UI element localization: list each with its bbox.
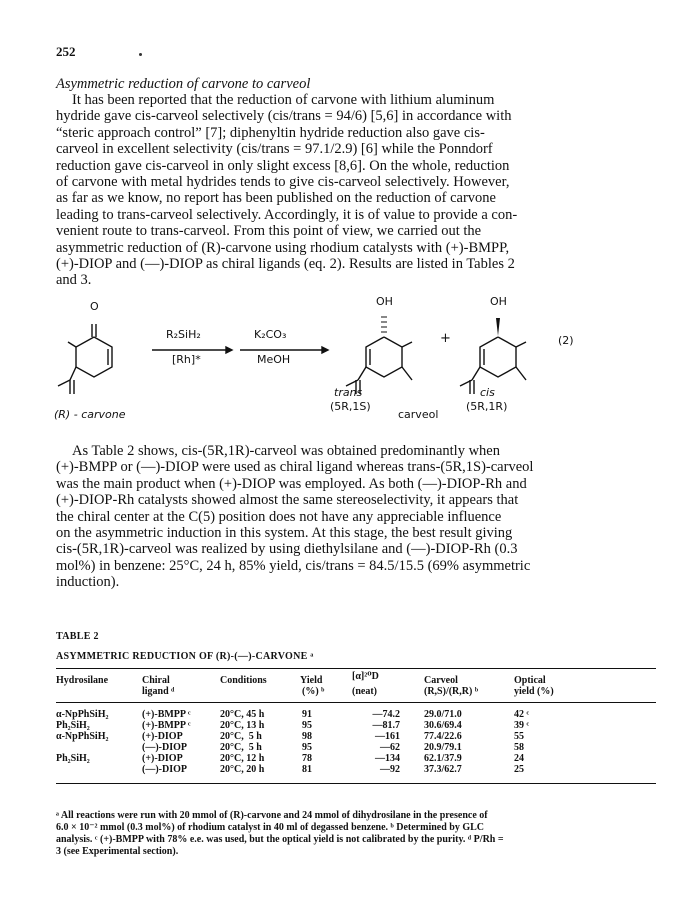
table-title: ASYMMETRIC REDUCTION OF (R)-(—)-CARVONE ᵃ — [56, 651, 314, 662]
paragraph-1-line: venient route to trans-carveol. From this point of view, we carried out the — [56, 223, 482, 240]
paragraph-2 — [56, 443, 652, 591]
column-hydrosilane: α-NpPhSiH₂ Ph₂SiH₂ α-NpPhSiH₂ Ph₂SiH₂ — [56, 709, 109, 764]
reagent-silane: R₂SiH₂ — [166, 328, 201, 341]
header-yield-unit: (%) ᵇ — [302, 686, 325, 697]
paragraph-2-line: on the asymmetric induction in this system. At this stage, the best result giving — [56, 525, 513, 542]
column-carveol: 29.0/71.0 30.6/69.4 77.4/22.6 20.9/79.1 62.1/37.9 37.3/62.7 — [424, 709, 462, 775]
paragraph-2-line: As Table 2 shows, cis-(5R,1R)-carveol was obtained predominantly when — [72, 443, 500, 459]
reagent-carbonate: K₂CO₃ — [254, 328, 287, 341]
paragraph-1-line: carveol in excellent selectivity (cis/trans = 97.1/2.9) [6] while the Ponndorf — [56, 141, 493, 158]
header-optical-yield: yield (%) — [514, 686, 554, 697]
reagent-methanol: MeOH — [257, 353, 291, 366]
paragraph-2-line: (+)-BMPP or (—)-DIOP were used as chiral ligand whereas trans-(5R,1S)-carveol — [56, 459, 534, 476]
paragraph-2-line: the chiral center at the C(5) position does not have any appreciable influence — [56, 508, 502, 525]
table-footnotes — [56, 810, 656, 858]
paragraph-1-line: leading to trans-carveol selectively. Accordingly, it is of value to provide a con- — [56, 206, 518, 223]
paragraph-1-line: “steric approach control” [7]; diphenyltin hydride reduction also gave cis- — [56, 124, 485, 141]
footnote-line: analysis. ᶜ (+)-BMPP with 78% e.e. was used, but the optical yield is not calibrated by the purity. ᵈ P/Rh = — [56, 834, 504, 845]
column-yield: 91 95 98 95 78 81 — [302, 709, 312, 775]
paragraph-1-line: and 3. — [56, 272, 92, 289]
section-heading: Asymmetric reduction of carvone to carveol — [56, 76, 311, 92]
header-ligand: ligand ᵈ — [142, 686, 175, 697]
header-chiral: Chiral — [142, 675, 170, 686]
paragraph-2-line: induction). — [56, 574, 120, 591]
footnote-line: 6.0 × 10⁻² mmol (0.3 mol%) of rhodium catalyst in 40 ml of degassed benzene. ᵇ Determined by GLC — [56, 822, 485, 833]
carbonyl-oxygen: O — [90, 300, 99, 313]
header-rotation-neat: (neat) — [352, 686, 377, 697]
trans-hydroxyl: OH — [376, 295, 393, 308]
paragraph-1-line: of carvone with metal hydrides tends to give cis-carveol selectively. However, — [56, 174, 510, 191]
paragraph-2-line: was the main product when (+)-DIOP was employed. As both (—)-DIOP-Rh and — [56, 475, 527, 492]
paragraph-2-line: cis-(5R,1R)-carveol was realized by using diethylsilane and (—)-DIOP-Rh (0.3 — [56, 541, 518, 558]
paragraph-1-line: It has been reported that the reduction of carvone with lithium aluminum — [72, 92, 495, 108]
paragraph-1-line: (+)-DIOP and (—)-DIOP as chiral ligands (eq. 2). Results are listed in Tables 2 — [56, 256, 515, 273]
table-label: TABLE 2 — [56, 631, 99, 642]
header-carveol-ratio: (R,S)/(R,R) ᵇ — [424, 686, 479, 697]
cis-config: (5R,1R) — [466, 400, 508, 413]
header-carveol: Carveol — [424, 675, 458, 686]
plus-sign: + — [440, 331, 451, 346]
carvone-label: (R) - carvone — [54, 408, 126, 421]
equation-number: (2) — [558, 334, 574, 347]
table-top-rule — [56, 668, 656, 669]
paragraph-1-line: as far as we know, no report has been published on the reduction of carvone — [56, 190, 496, 207]
reagent-rhodium: [Rh]* — [172, 353, 201, 366]
footnote-line: ᵃ All reactions were run with 20 mmol of (R)-carvone and 24 mmol of dihydrosilane in the presence of — [56, 810, 488, 821]
paragraph-1-line: hydride gave cis-carveol selectively (cis/trans = 94/6) [5,6] in accordance with — [56, 108, 512, 125]
carveol-label: carveol — [398, 408, 439, 421]
table-bottom-rule — [56, 783, 656, 784]
reaction-scheme — [40, 290, 660, 430]
header-conditions: Conditions — [220, 675, 267, 686]
column-rotation: —74.2 —81.7 —161 —62 —134 —92 — [372, 709, 400, 775]
paragraph-1-line: reduction gave cis-carveol in only slight excess [8,6]. On the whole, reduction — [56, 157, 510, 174]
header-optical: Optical — [514, 675, 546, 686]
cis-label: cis — [480, 386, 495, 399]
cis-hydroxyl: OH — [490, 295, 507, 308]
page-number: 252 — [56, 44, 76, 59]
trans-config: (5R,1S) — [330, 400, 371, 413]
speck — [139, 53, 142, 56]
paragraph-1-line: asymmetric reduction of (R)-carvone using rhodium catalysts with (+)-BMPP, — [56, 239, 510, 256]
trans-label: trans — [334, 386, 363, 399]
column-conditions: 20°C, 45 h 20°C, 13 h 20°C, 5 h 20°C, 5 h 20°C, 12 h 20°C, 20 h — [220, 709, 265, 775]
paragraph-2-line: (+)-DIOP-Rh catalysts showed almost the same stereoselectivity, it appears that — [56, 492, 519, 509]
paragraph-2-line: mol%) in benzene: 25°C, 24 h, 85% yield, cis/trans = 84.5/15.5 (69% asymmetric — [56, 557, 531, 574]
header-rotation: [α]²⁰D — [352, 671, 379, 682]
header-rule — [56, 702, 656, 703]
column-optical: 42 ᶜ 39 ᶜ 55 58 24 25 — [514, 709, 530, 775]
header-yield: Yield — [300, 675, 323, 686]
column-ligand: (+)-BMPP ᶜ (+)-BMPP ᶜ (+)-DIOP (—)-DIOP (+)-DIOP (—)-DIOP — [142, 709, 191, 775]
header-hydrosilane: Hydrosilane — [56, 675, 109, 686]
footnote-line: 3 (see Experimental section). — [56, 846, 179, 857]
paragraph-1 — [56, 92, 652, 289]
